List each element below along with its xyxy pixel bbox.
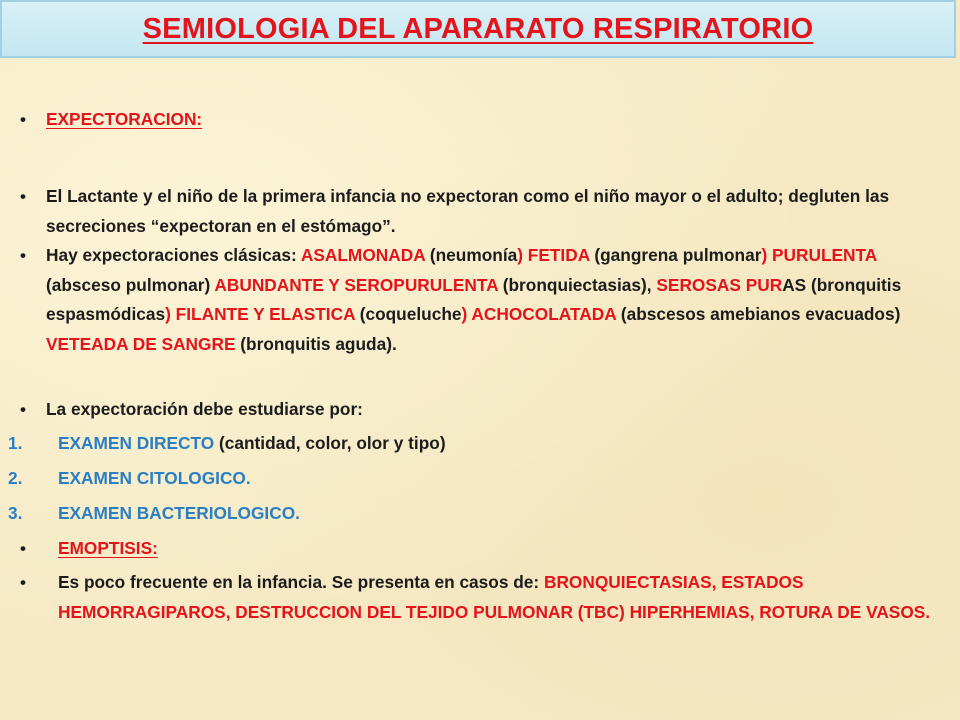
clasicas-t1: Hay expectoraciones clásicas: bbox=[46, 245, 301, 265]
list-blue: EXAMEN CITOLOGICO. bbox=[58, 468, 251, 488]
bullet-icon: • bbox=[20, 110, 26, 129]
clasicas-t5: (bronquiectasias), bbox=[497, 274, 657, 295]
poco-frecuente-t1: Es poco frecuente en la infancia. Se presenta en casos de: bbox=[58, 572, 544, 592]
slide-content bbox=[0, 58, 960, 720]
list-rest: (cantidad, color, olor y tipo) bbox=[214, 433, 446, 453]
title-bar bbox=[0, 0, 956, 58]
estudiarse-text: La expectoración debe estudiarse por: bbox=[46, 399, 363, 419]
list-number: 3. bbox=[8, 503, 23, 523]
clasicas-t6: AS (bronquitis espasmódicas bbox=[46, 274, 902, 324]
list-text bbox=[58, 429, 960, 459]
emoptisis-heading: EMOPTISIS: bbox=[58, 538, 158, 558]
poco-frecuente-r1: BRONQUIECTASIAS, ESTADOS HEMORRAGIPAROS, DESTRUCCION DEL TEJIDO PULMONAR (TBC) HIPERHEMIAS, ROTURA DE VASOS. bbox=[58, 572, 931, 622]
bullet-icon: • bbox=[20, 539, 26, 558]
clasicas-r6: ) FILANTE Y ELASTICA bbox=[165, 304, 355, 324]
clasicas-text bbox=[46, 241, 951, 359]
list-blue: EXAMEN BACTERIOLOGICO. bbox=[58, 503, 300, 523]
list-blue: EXAMEN DIRECTO bbox=[58, 433, 215, 453]
clasicas-r4: ABUNDANTE Y SEROPURULENTA bbox=[214, 274, 498, 295]
clasicas-t8: (abscesos amebianos evacuados) bbox=[616, 304, 901, 324]
bullet-icon: • bbox=[20, 400, 26, 419]
list-text bbox=[58, 499, 960, 529]
expectoracion-heading: EXPECTORACION: bbox=[46, 109, 203, 129]
clasicas-r3: ) PURULENTA bbox=[761, 245, 877, 265]
list-number: 2. bbox=[8, 468, 23, 488]
list-number: 1. bbox=[8, 433, 23, 453]
slide-title: SEMIOLOGIA DEL APARARATO RESPIRATORIO bbox=[142, 12, 814, 45]
clasicas-r7: ) ACHOCOLATADA bbox=[461, 304, 617, 324]
clasicas-r8: VETEADA DE SANGRE bbox=[46, 333, 236, 354]
poco-frecuente-text bbox=[58, 568, 953, 627]
clasicas-t7: (coqueluche bbox=[354, 304, 462, 324]
clasicas-t3: (gangrena pulmonar bbox=[589, 245, 762, 265]
clasicas-r5: SEROSAS PUR bbox=[656, 274, 783, 295]
bullet-icon: • bbox=[20, 573, 26, 592]
clasicas-t9: (bronquitis aguda). bbox=[235, 333, 397, 354]
clasicas-t4: (absceso pulmonar) bbox=[46, 274, 215, 295]
clasicas-r1: ASALMONADA bbox=[300, 245, 426, 265]
clasicas-r2: ) FETIDA bbox=[517, 245, 590, 265]
bullet-icon: • bbox=[20, 187, 26, 206]
clasicas-t2: (neumonía bbox=[425, 245, 518, 265]
bullet-icon: • bbox=[20, 246, 26, 265]
list-text bbox=[58, 464, 960, 494]
lactante-text: El Lactante y el niño de la primera infancia no expectoran como el niño mayor o el adulto; degluten las secreciones “expectoran en el estómago”. bbox=[46, 186, 890, 236]
